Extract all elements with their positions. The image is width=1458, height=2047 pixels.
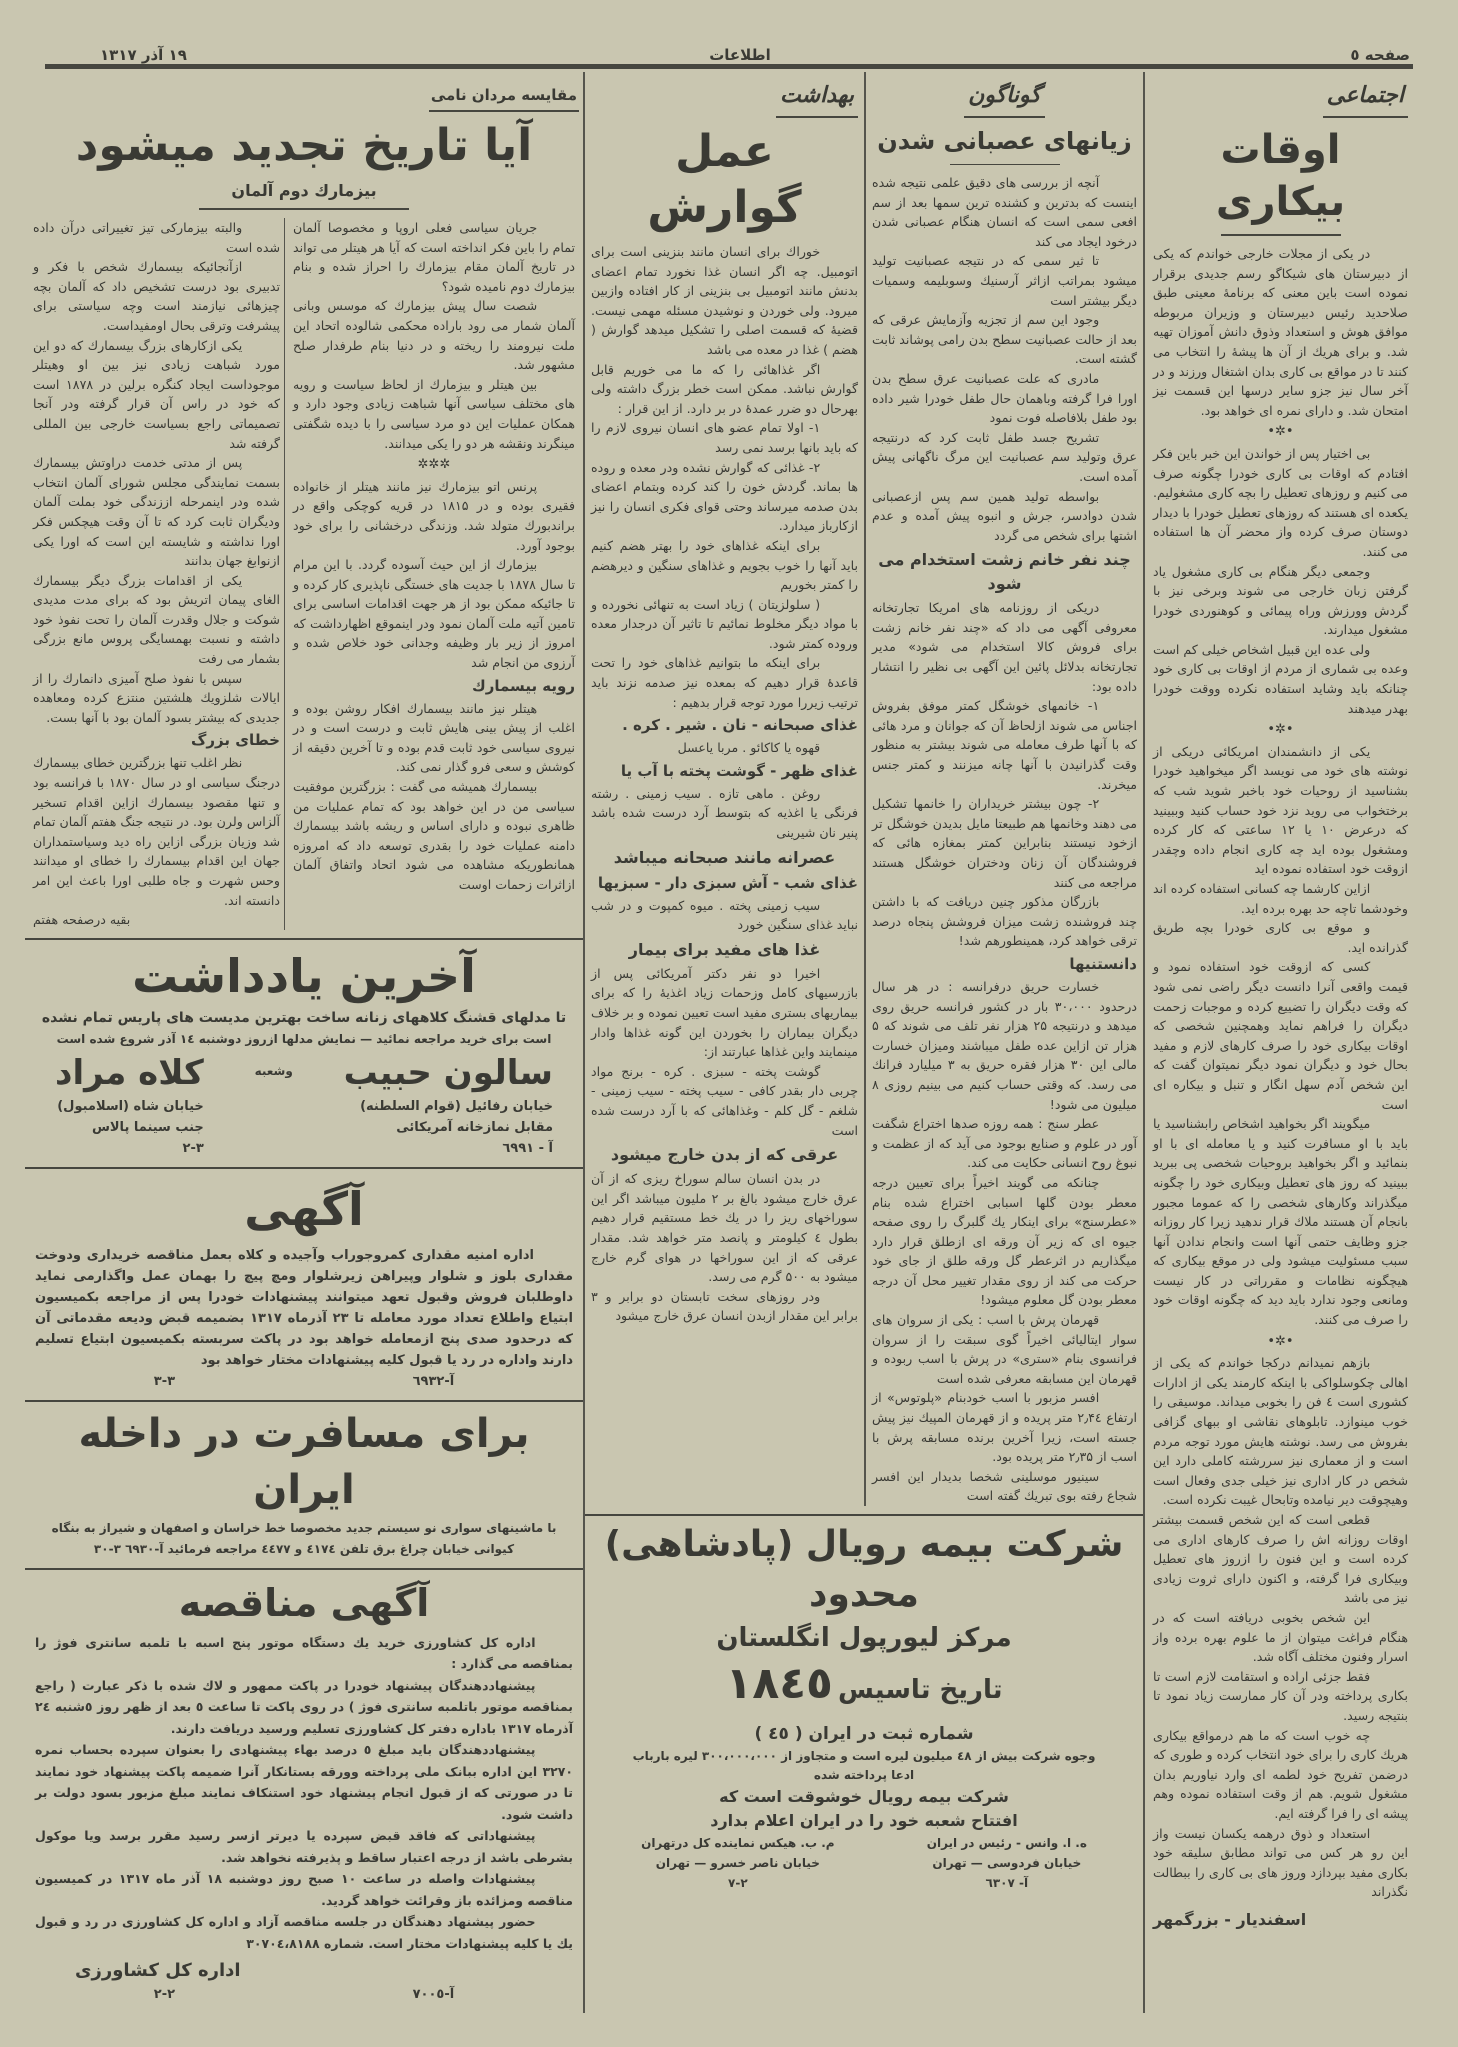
page-number: صفحه ٥ <box>1350 46 1410 64</box>
police-notice-ad <box>25 1167 583 1400</box>
paragraph: فقط جزئی اراده و استقامت لازم است تا بکاری پرداخته ودر آن کار ممارست زیاد نمود تا بنتیجه رسید. <box>1153 1668 1408 1723</box>
subheading: عرقی که از بدن خارج میشود <box>610 1145 839 1165</box>
shop-address: خیابان شاه (اسلامبول) <box>57 1098 204 1114</box>
representative-right <box>927 1833 1087 1893</box>
shop-habib <box>344 1050 553 1159</box>
ad-run: ٢-٢ <box>153 1987 176 2003</box>
subheading: غذای ظهر - گوشت پخته با آب یا <box>620 761 858 780</box>
travel-ad <box>25 1400 583 1568</box>
bismarck-article <box>25 72 583 938</box>
paragraph: قهوه یا کاکائو . مربا یاعسل <box>677 740 821 756</box>
paragraph: اگر غذاهائی را که ما می خوریم قابل گوارش نباشد. ممکن است خطر بزرگ داشته ولی بهرحال دو ضرر عمدهٔ در بر دارد. از این قرار : <box>591 361 858 416</box>
paragraph: ۲- چون بیشتر خریداران را خانمها تشکیل می دهند وخانمها هم طبیعتا مایل بدیدن خوشگل تر ازخود نیستند بنابراین کمتر بمغازه هائی که فروشندگان آن زنان ودختران خوشگل هستند مراجعه می کنند <box>872 796 1137 890</box>
section-ornament: •✲• <box>1267 722 1294 738</box>
author-signature: اسفندیار - بزرگمهر <box>1153 1909 1307 1929</box>
masthead-rule <box>45 64 1413 69</box>
ad-funds: ادعا پرداخته شده <box>813 1768 915 1782</box>
paragraph: دریکی از روزنامه های امریکا تجارتخانه معروفی آگهی می داد که «چند نفر خانم زشت برای فروش کالا استخدام می شود» مدیر تجارتخانه بدلائل پائین این آگهی بی نظیر را انتشار داده بود: <box>872 600 1137 694</box>
shop-address: مقابل نمازخانه آمریکائی <box>396 1119 553 1135</box>
paragraph: ۲- غذائی که گوارش نشده ودر معده و روده ها بماند. گردش خون را کند کرده وبتمام اعضای بدن صدمه میرساند وحتی قوای فکری انسان را نیز ازکارباز میدارد. <box>591 459 858 534</box>
paragraph: اخیرا دو نفر دکتر آمریکائی پس از بازرسیهای کامل وزحمات زیاد اغذیهٔ را که برای بیماریهای بستری مفید است تعیین نموده و بر خلاف دیگران بیماران را بخوردن این گونه غذاها وادار مینمایند واین غذاها عبارتند از: <box>591 965 858 1060</box>
paragraph: یکی ازکارهای بزرگ بیسمارك که دو این مورد شباهت زیادی نیز بین او وهیتلر موجوداست ایجاد کنگره برلین در ۱۸۷۸ است که خود در راس آن قرار گرفته ودر آنجا تصمیماتی راجع بسیاست خارجی بین المللی گرفته شد <box>33 337 280 451</box>
paragraph: پرنس اتو بیزمارك نیز مانند هیتلر از خانواده فقیری بوده و در ۱۸۱۵ در قریه کوچکی واقع در براندبورك متولد شد. وزندگی درخشانی را برای خود بوجود آورد. <box>293 478 575 553</box>
newspaper-name: اطلاعات <box>709 46 771 64</box>
paragraph: در یکی از مجلات خارجی خواندم که یکی از دبیرستان های شیکاگو رسم جدیدی برقرار نموده است باین معنی که برنامهٔ معینی طبق صلاحدید رئیس دبیرستان و وزیران مربوطه موافق هوش و استعداد وذوق دانش آموزان تهیه شد. و برای هریك از آن ها پیشهٔ را انتخاب می کنند تا در مواقع بی کاری بدان اشتغال ورزند و در آخر سال نیز جزو سایر درسها این قسمت نیز امتحان شد. و دارای نمره ای خواهد بود. <box>1153 246 1408 418</box>
ad-code: آ- ٦٣٠٧ <box>985 1876 1029 1890</box>
paragraph: ۱- خانمهای خوشگل کمتر موفق بفروش اجناس می شوند ازلحاظ آن که جوانان و مرد هائی که با آنها طرف معامله می شوند بیشتر به منظور وقت گذرانیدن با آنها چانه میزنند و کمتر جنس میخرند. <box>872 698 1137 792</box>
paragraph: پیشنهاداتی که فاقد قبض سپرده یا دیرتر ازسر رسید مقرر برسد ویا موکول بشرطی باشد از درجه اعتبار ساقط و پذیرفته نخواهد شد. <box>35 1828 573 1865</box>
paragraph: این شخص بخوبی دریافته است که در هنگام فراغت میتوان از ما علوم بهره برده واز اسرار وفنون مختلف آگاه شد. <box>1153 1609 1408 1665</box>
rep-name: ه. ا. وانس - رئیس در ایران <box>926 1836 1087 1850</box>
rep-address: خیابان ناصر خسرو — تهران <box>655 1856 820 1870</box>
ad-announce: شرکت بیمه رویال خوشوقت است که <box>719 1787 1009 1806</box>
paragraph: ۱- اولا تمام عضو های انسان نیروی لازم را که باید بانها برسد نمی رسد <box>591 420 858 455</box>
paragraph: افسر مزبور با اسب خودبنام «پلوتوس» از ارتفاع ۲٫۴٤ متر پریده و از قهرمان المپیك نیز پیش جسته است، زیرا آخرین برنده مسابقه پرش با اسب از ۲٫۳۵ متر پریده بود. <box>872 1390 1138 1465</box>
rep-address: خیابان فردوسی — تهران <box>932 1856 1082 1870</box>
hat-shop-ad <box>25 938 583 1167</box>
paragraph: یکی از اقدامات بزرگ دیگر بیسمارك الغای پیمان اتریش بود که برای مدت مدیدی شوکت و جلال وقدرت آلمان را تحت نفوذ خود داشته و نسبت بهمسایگی پروس مانع بزرگی بشمار می رفت <box>33 572 280 667</box>
paragraph: بواسطه تولید همین سم پس ازعصبانی شدن دوادسر، جرش و انبوه پیش آمده و عدم اشتها برای شخص می گردد <box>872 488 1137 543</box>
shop-name: سالون حبیب <box>343 1052 553 1093</box>
paragraph: بی اختیار پس از خواندن این خبر باین فکر افتادم که اوقات بی کاری خودرا چگونه صرف می کنیم و روزهای تعطیل را بچه کاری مشغولیم. یکعده ای هستند که روزهای تعطیل خودرا با دیدار دوستان صرف کرده واز محضر آن ها استفاده می کنند. <box>1153 445 1408 559</box>
founded-year: ١٨٤٥ <box>725 1658 833 1709</box>
section-kicker: اجتماعی <box>1323 80 1408 118</box>
paragraph: عطر سنج : همه روزه صدها اختراع شگفت آور در علوم و صنایع بوجود می آید که از عظمت و نبوغ روح انسانی حکایت می کند. <box>872 1116 1137 1171</box>
paragraph: ازاین کارشما چه کسانی استفاده کرده اند وخودشما تاچه حد بهره برده اید. <box>1153 881 1408 916</box>
paragraph: بیسمارك همیشه می گفت : بزرگترین موفقیت سیاسی من در این خواهد بود که تمام عملیات من ظاهری نبوده و دارای اساس و ریشه باشد بیسمارك دامنه عملیات خود را بقدری توسعه داد که امروزه همانطوریکه مشاهده می شود اتحاد واتفاق آلمان ازاثرات زحمات اوست <box>293 779 575 892</box>
paragraph: بازهم نمیدانم درکجا خواندم که یکی از اهالی چکوسلواکی با اینکه کارمند یکی از ادارات کشوری است ٤ فن را بخوبی میداند. موسیقی را خوب مینوازد. تابلوهای نقاشی او ببهای گزافی بفروش می رسد. نوشته هایش مورد توجه مردم است و از معماری نیز سررشته کاملی دارد این شخص در کار اداری نیز خیلی جدی وفعال است وهیچوقت دیر نیامده وتابحال غیبت نکرده است. <box>1153 1355 1408 1508</box>
paragraph: روغن . ماهی تازه . سیب زمینی . رشته فرنگی یا اغذیه که بتوسط آرد درست شده باشد پنیر نان شیرینی <box>591 785 858 841</box>
issue-date: ۱۹ آذر ۱۳۱۷ <box>100 46 187 64</box>
paragraph: کسی که ازوقت خود استفاده نمود و قیمت واقعی آنرا دانست دیگر راضی نمی شود که وقت دیگران را تضییع کرده و موجبات زحمت دیگران را فراهم نماید وهمچنین شخصی که اوقات بیکاری خود را صرف کارهای لازم و مفید بحال خود و دیگران نمود دیگر نمیتوان گفت که این شخص آدم سهل انگار و تنبل و بیکاره ای است <box>1153 959 1408 1112</box>
representative-left <box>641 1833 835 1893</box>
paragraph: تا ثیر سمی که در نتیجه عصبانیت تولید میشود بمراتب ازاثر آرسنیك وسوبلیمه وسمیات دیگر بیشتر است <box>872 253 1137 308</box>
paragraph: هیتلر نیز مانند بیسمارك افکار روشن بوده و اغلب از پیش بینی هایش ثابت و درست است و در نیروی سیاسی خود ثابت قدم بوده و تا آخرین دقیقه از کوشش و سعی فرو گذار نمی کند. <box>293 700 575 775</box>
ad-hq: مرکز لیورپول انگلستان <box>716 1623 1012 1653</box>
paragraph: برای اینکه غذاهای خود را بهتر هضم کنیم باید آنها را خوب بجویم و غذاهای سنگین و دیرهضم را کمتر بخوریم <box>591 537 858 593</box>
article-body <box>1153 244 1408 1902</box>
paragraph: پیشنهاددهندگان باید مبلغ ٥ درصد بهاء پیشنهادی را بعنوان سپرده بحساب نمره ٣٢٧٠ این اداره ببانک ملی پرداخته وورقه بستانکار آنرا ضمیمه پاکت پیشنهاد خود نمایند تا در صورتی که از قبول انجام پیشنهاد خود استنکاف نمایند مبلغ مزبور بسود دولت بر داشت شود. <box>35 1742 573 1822</box>
paragraph: چه خوب است که ما هم درمواقع بیکاری هریك کاری را برای خود انتخاب کرده و طوری که درضمن تفریح خود لطمه ای وارد نیاوریم بدان مشغول شویم. هم از وقت استفاده نموده وهم پیشه ای را فرا گرفته ایم. <box>1153 1727 1408 1821</box>
paragraph: ازآنجائیکه بیسمارك شخص با فکر و تدبیری بود درست تشخیص داد که آلمان بچه چیزهائی نیازمند است وچه سیاستی برای پیشرفت وترقی بحال اومفیداست. <box>33 259 280 333</box>
paragraph: سیب زمینی پخته . میوه کمپوت و در شب نباید غذای سنگین خورد <box>591 897 858 933</box>
ad-line: تا مدلهای قشنگ کلاههای زنانه ساخت بهترین مدیست های پاریس تمام نشده <box>41 1009 567 1026</box>
ad-body: اداره امنیه مقداری کمروجوراب وآجیده و کلاه بعمل مناقصه خریداری ودوخت مقداری بلوز و شلوار وپیراهن زیرشلوار ومچ پیچ را بهمان عمل واگذارمی نماید داوطلبان فروش وقبول تعهد میتوانند پیشنهادات خودرا پس از مراجعه بکمیسیون ابتیاع واطلاع تعداد مورد معامله تا ٢٣ آذرماه ١٣١٧ بضمیمه قبض ودیعه مقدماتی آن که درحدود صدی پنج ازمعامله خواهد بود در پاکت سربسته بکمیسیون ابتیاع تسلیم دارند واداره در رد یا قبول کلیه پیشنهادات مختار خواهد بود <box>35 1247 573 1368</box>
tender-signature: اداره کل کشاورزی <box>75 1960 241 1982</box>
ad-line: با ماشینهای سواری نو سیستم جدید مخصوصا خط خراسان و اصفهان و شیراز به بنگاه <box>51 1520 557 1535</box>
middle-region <box>585 72 1145 2013</box>
paragraph: قهرمان پرش با اسب : یکی از سروان های سوار ایتالیائی اخیراً گوی سبقت را از سروان فرانسوی بنام «ستری» در پرش با اسب ربوده و قهرمان این مسابقه معرفی شده است <box>872 1312 1137 1386</box>
subheading: عصرانه مانند صبحانه میباشد <box>613 847 836 867</box>
ornament-rule <box>1221 234 1341 236</box>
continued-note: بقیه درصفحه هفتم <box>33 912 131 928</box>
ad-announce: افتتاح شعبه خود را در ایران اعلام بدارد <box>710 1811 1018 1830</box>
section-kicker: گوناگون <box>964 80 1045 118</box>
page-columns <box>25 72 1413 2043</box>
paragraph: نظر اغلب تنها بزرگترین خطای بیسمارك درجنگ سیاسی او در سال ۱۸۷۰ با فرانسه بود و تنها مقصود بیسمارك ازاین اقدام تسخیر آلزاس ولرن بود. در نتیجه جنگ هفتم آلمان تمام شد وزیان بزرگی ازاین راه دید وسیاستمداران جهان این اقدام بیسمارك را خطای او میدانند وحس شهرت و جاه طلبی اورا باعث این امر دانسته اند. <box>33 755 280 908</box>
paragraph: بازرگان مذکور چنین دریافت که با داشتن چند فروشنده زشت میزان فروشش پنجاه درصد ترقی خواهد کرد، همینطورهم شد! <box>872 894 1137 949</box>
article-body <box>591 242 858 1326</box>
section-ornament: •✲• <box>1267 1333 1294 1349</box>
paragraph: ولی عده این قبیل اشخاص خیلی کم است وعده بی شماری از مردم از اوقات بی کاری خود چنانکه باید وشاید استفاده نکرده ووقت خودرا بهدر میدهند <box>1153 641 1408 716</box>
section-ornament: ✲✲✲ <box>417 457 451 473</box>
paragraph: جریان سیاسی فعلی اروپا و مخصوصا آلمان تمام را باین فکر انداخته است که آیا هر هیتلر می تواند در تاریخ آلمان مقام بیزمارك را احراز شده و بنام بیزمارك دوم نامیده شود؟ <box>293 220 575 294</box>
paragraph: آنچه از بررسی های دقیق علمی نتیجه شده اینست که بدترین و کشنده ترین سمها بعد از سم افعی سمی است که انسان هنگام عصبانی شدن درخود ایجاد می کند <box>872 175 1137 249</box>
paragraph: تشریح جسد طفل ثابت کرد که درنتیجه عرق وتولید سم عصبانیت این مرگ ناگهانی پیش آمده است. <box>872 429 1137 484</box>
royal-insurance-ad <box>585 1514 1143 1901</box>
paragraph: سپس با نفوذ صلح آمیزی دانمارك را از ایالات شلزویك هلشتین منتزع کرده ومعاهده جدیدی که بیشتر بسود آلمان بود با آنها بست. <box>33 670 280 725</box>
shop-address: جنب سینما پالاس <box>91 1119 204 1135</box>
section-kicker: بهداشت <box>776 80 858 118</box>
paragraph: و موقع بی کاری خودرا بچه طریق گذرانده اید. <box>1153 920 1408 955</box>
subtitle-rule <box>199 208 409 210</box>
paragraph: والبته بیزمارکی تیز تغییراتی درآن داده شده است <box>33 220 280 255</box>
paragraph: وجمعی دیگر هنگام بی کاری مشغول یاد گرفتن زبان خارجی می شوند وبرخی نیز با گردش وورزش وراه پیمائی و کوهنوردی خودرا مشغول میدارند. <box>1153 563 1408 638</box>
paragraph: چنانکه می گویند اخیراً برای تعیین درجه معطر بودن گلها اسبابی اختراع شده بنام «عطرسنج» برای اینکار یك گلبرگ را روی صفحه جیوه ای که زیر آن ورقه ای ازطلق قرار دارد میگذاریم در اثرعطر گل ورقه طلق از جای خود حرکت می کند از روی مقدار تغییر محل آن درجه معطر بودن گل معلوم میشود! <box>872 1174 1137 1308</box>
paragraph: شصت سال پیش بیزمارك که موسس وبانی آلمان شمار می رود باراده محکمی شالوده اتحاد این ملت نیرومند را ریخته و در دنیا بنام طرفدار صلح مشهور شد. <box>293 298 575 373</box>
subheading: خطای بزرگ <box>191 731 280 750</box>
ad-code: آ - ٦٩٩١ <box>502 1140 553 1156</box>
shop-address: خیابان رفائیل (قوام السلطنه) <box>360 1098 553 1114</box>
ad-title: شرکت بیمه رویال (پادشاهی) محدود <box>604 1524 1124 1615</box>
subheading: رویه بیسمارك <box>471 676 575 695</box>
article-title: آیا تاریخ تجدید میشود <box>75 120 533 171</box>
tender-ad <box>25 1568 583 2014</box>
ad-title: برای مسافرت در داخله ایران <box>78 1410 530 1513</box>
tender-body <box>35 1632 573 1955</box>
paragraph: گوشت پخته - سبزی . کره - برنج مواد چربی دار بقدر کافی - سیب پخته - سیب زمینی - شلغم - گل کلم - وغذاهائی که با آرد درست شده است <box>591 1063 858 1138</box>
paragraph: در بدن انسان سالم سوراخ ریزی که از آن عرق خارج میشود بالغ بر ۲ ملیون میباشد اگر این سوراخهای ریز را در یك خط مستقیم قرار دهیم بطول ٤ کیلومتر و پانصد متر خواهد شد. مقدار عرقی که از این سوراخها در هوای گرم خارج میشود به ۵۰۰ گرم می رسد. <box>591 1171 858 1285</box>
paragraph: پیشنهاددهندگان پیشنهاد خودرا در پاکت ممهور و لاك شده با ذکر عبارت ( راجع بمناقصه موتور باتلمبه سانتری فوژ ) در روی پاکت تا ساعت ٥ بعد از ظهر روز ٥شنبه ٢٤ آذرماه ١٣١٧ باداره دفتر کل کشاورزی تسلیم ورسید دریافت دارند. <box>35 1677 573 1736</box>
ad-code: آ-٧٠٠٥ <box>412 1987 455 2003</box>
health-column <box>585 72 864 1506</box>
article-title: عمل گوارش <box>647 126 802 233</box>
paragraph: برای اینکه ما بتوانیم غذاهای خود را تحت قاعدهٔ قرار دهیم که بمعده نیز صدمه نزند باید ترتیب زیررا مورد توجه قرار بدهیم : <box>591 655 858 710</box>
ad-code: ٣-٢ <box>182 1140 204 1156</box>
subheading: غذا های مفید برای بیمار <box>628 939 821 959</box>
paragraph: مادری که علت عصبانیت عرق سطح بدن اورا فرا گرفته وباهمان حال طفل خودرا شیر داده بود طفل بلافاصله فوت نمود <box>872 370 1137 426</box>
paragraph: پیشنهادات واصله در ساعت ١٠ صبح روز دوشنبه ١٨ آذر ماه ١٣١٧ در کمیسیون مناقصه ومزائده باز وقرائت خواهد گردید. <box>35 1871 573 1908</box>
paragraph: ودر روزهای سخت تابستان دو برابر و ۳ برابر این مقدار ازبدن انسان عرق خارج میشود <box>591 1288 858 1324</box>
paragraph: بیزمارك از این حیث آسوده گردد. با این مرام تا سال ۱۸۷۸ با جدیت های خستگی ناپذیری کار کرده و تا جائیکه ممکن بود از هر جهت اقدامات اساسی برای تامین آتیه ملت آلمان نمود ودر اینموقع اظهارداشت که امروز از زیر بار وظیفه وجدانی خود خلاص شده و آرزوی من انجام شد <box>293 557 575 671</box>
left-region <box>25 72 585 2013</box>
paragraph: ( سلولزیتان ) زیاد است به تنهائی نخورده و با مواد دیگر مخلوط نمائیم تا تاثیر آن درجدار معده وروده کمتر شود. <box>591 596 858 651</box>
ad-funds: وجوه شرکت بیش از ٤٨ میلیون لیره است و متجاوز از ٣٠٠،٠٠٠،٠٠٠ لیره بارباب <box>632 1749 1096 1763</box>
paragraph: بین هیتلر و بیزمارك از لحاظ سیاست و رویه های مختلف سیاسی آنها شباهت زیادی وجود دارد و همکان عملیات این دو مرد سیاسی را با دیده شگفتی مینگرند ونقشه هر دو را یکی میدانند. <box>293 376 575 451</box>
rep-name: م. ب. هیکس نماینده کل درتهران <box>641 1836 835 1850</box>
paragraph: استعداد و ذوق درهمه یکسان نیست واز این رو هر کس می تواند مطابق سلیقه خود بکاری مفید بپردازد وروز های بی کاری را ببطالت نگذراند <box>1153 1825 1408 1900</box>
ad-line: است برای خرید مراجعه نمائید — نمایش مدلها ازروز دوشنبه ١٤ آذر شروع شده است <box>56 1031 552 1046</box>
ad-code: ٢-٧ <box>728 1876 748 1890</box>
subheading: چند نفر خانم زشت استخدام می شود <box>878 550 1131 594</box>
shop-kolah-morad <box>55 1050 204 1159</box>
paragraph: میگویند اگر بخواهید اشخاص رابشناسید یا باید با او مسافرت کنید و یا معامله ای با او بنمائید و اگر بخواهید بروحیات شخصی پی ببرید ببینید که روز های تعطیل وبیکاری خود را چگونه میگذراند وکارهای شخصی را که عموما مجبور بانجام آن هستند ملاك قرار ندهید زیرا کار روزانه جزو وظایف حتمی آنها است وانجام ندادن آنها سبب مسئولیت میشود ولی در موقع بیکاری که هیچگونه نظامات و مقرراتی در کار نیست ومانعی وجود ندارد باید دید که چگونه اوقات خود را صرف می کنند. <box>1153 1116 1408 1328</box>
article-kicker: مقایسه مردان نامی <box>429 84 579 112</box>
miscellany-column <box>864 72 1143 1506</box>
ornament-rule <box>950 164 1060 165</box>
article-title: اوقات بیکاری <box>1215 127 1346 225</box>
article-body <box>872 173 1137 1506</box>
article-title: زیانهای عصبانی شدن <box>877 127 1132 155</box>
paragraph: خسارت حریق درفرانسه : در هر سال درحدود ۳۰،۰۰۰ بار در کشور فرانسه حریق روی میدهد و درنتیجه ۲۵ هزار نفر تلف می شوند که ۵ هزار تن ازاین عده طفل میباشند ومیزان خسارت مالی این ۳۰ هزار فقره حریق به ۳ میلیارد فرانك می رسد. که وقتی حساب کنیم می بینیم روزی ۸ میلیون می شود! <box>872 978 1138 1112</box>
paragraph: حضور پیشنهاد دهندگان در جلسه مناقصه آزاد و اداره کل کشاورزی در رد و قبول یك یا کلیه پیشنهادات مختار است. شماره ٣٠٧٠٤،٨١٨٨ <box>35 1914 573 1951</box>
subheading: دانستنیها <box>1069 954 1137 973</box>
subheading: غذای شب - آش سبزی دار - سبزیها <box>597 873 858 892</box>
article-body-left <box>29 218 284 930</box>
article-subtitle: بیزمارك دوم آلمان <box>231 181 377 200</box>
paragraph: وجود این سم از تجزیه وآزمایش عرقی که بعد از حالت عصبانیت سطح بدن رامی پوشاند ثابت گشته است. <box>872 312 1137 367</box>
ad-title: آخرین یادداشت <box>132 948 476 1003</box>
paragraph: سینیور موسلینی شخصا بدیدار این افسر شجاع رفته بوی تبریك گفته است <box>872 1468 1137 1504</box>
article-body-right <box>284 218 579 930</box>
subheading: غذای صبحانه - نان . شیر . کره . <box>622 716 858 735</box>
founded-label: تاریخ تاسیس <box>838 1675 1003 1705</box>
shop-name: کلاه مراد <box>55 1052 204 1093</box>
paragraph: اداره کل کشاورزی خرید یك دستگاه موتور پنج اسبه با تلمبه سانتری فوژ را بمناقصه می گذارد : <box>35 1634 573 1672</box>
ad-title: آگهی <box>244 1181 364 1236</box>
paragraph: خوراك برای انسان مانند بنزینی است برای اتومبیل. چه اگر انسان غذا نخورد تمام اعضای بدنش مانند اتومبیل بی بنزینی از کار افتاده وازبین میرود. ولی خوردن و نوشیدن مسئله مهمی نیست. قضیهٔ که قسمت اصلی را تشکیل میدهد گوارش ( هضم ) غذا در معده می باشد <box>591 244 858 357</box>
social-column <box>1145 72 1413 2013</box>
paragraph: پس از مدتی خدمت دراوتش بیسمارك بسمت نمایندگی مجلس شورای آلمان انتخاب شده ودر اینمرحله اززندگی خود بملت آلمان ودیگران ثابت کرد که تا آن وقت هیچکس فکر اورا نداشته و شایسته این است که اورا یکی ازنوابغ جهان بدانند <box>33 455 280 569</box>
ad-line: کیوانی خیابان چراغ برق تلفن ٤١٧٤ و ٤٤٧٧ مراجعه فرمائید آ-٦٩٣٠ ٣-٣٠ <box>93 1541 515 1556</box>
registration-number: شماره ثبت در ایران ( ٤٥ ) <box>754 1724 974 1744</box>
ad-title: آگهی مناقصه <box>178 1580 430 1625</box>
paragraph: قطعی است که این شخص قسمت بیشتر اوقات روزانه اش را صرف کارهای اداری می کرده است و این فنون را ازروز های تعطیل وبیکاری فرا گرفته، و اکنون دارای ثروت زیادی نیز می باشد <box>1153 1512 1408 1606</box>
section-ornament: •✲• <box>1267 424 1294 440</box>
ad-code: آ-٦٩٣٢ <box>412 1373 455 1389</box>
paragraph: یکی از دانشمندان امریکائی دریکی از نوشته های خود می نویسد اگر میخواهید خودرا بشناسید از روحیات خود باخبر شوید شب که برختخواب می روید نزد خود حساب کنید وببینید که درعرض ۱۰ یا ۱۲ ساعتی که کار کرده ومشغول بوده اید چه کاری انجام داده وچقدر ازوقت خود استفاده نموده اید <box>1153 743 1408 877</box>
ad-run: ٣-٣ <box>153 1373 176 1389</box>
and-branch-label: وشعبه <box>254 1063 293 1078</box>
